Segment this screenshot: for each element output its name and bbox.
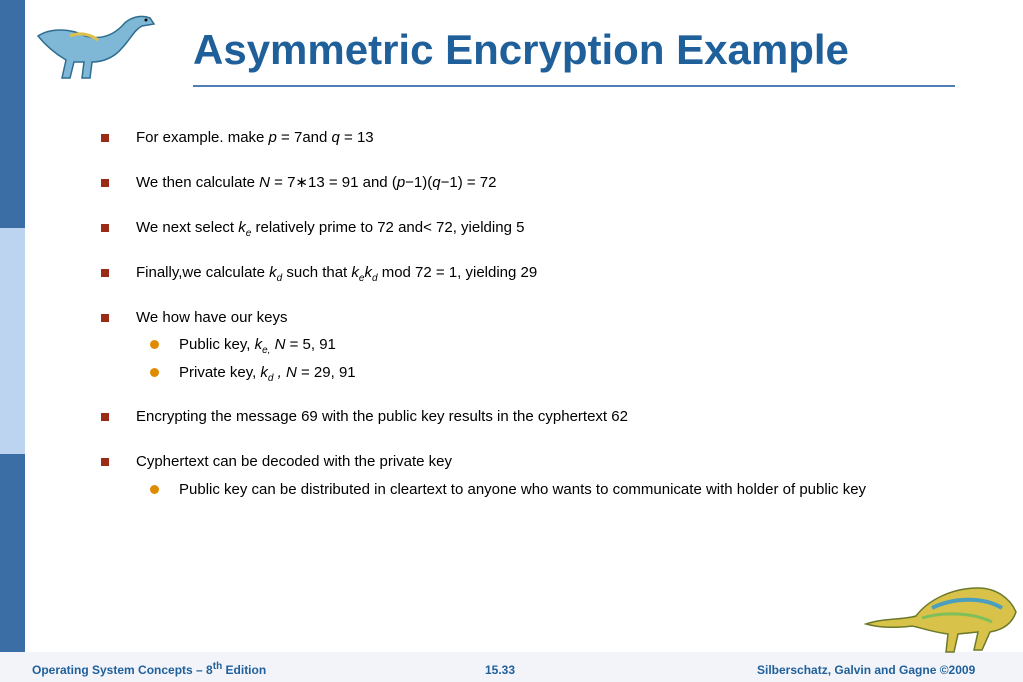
page-title: Asymmetric Encryption Example [193, 26, 849, 73]
bullet-item-4 [136, 263, 537, 283]
var-k: k [238, 219, 246, 236]
text-run: Operating System Concepts – 8 [32, 663, 213, 677]
text-run: Public key, [179, 336, 255, 353]
var-p: p [268, 129, 277, 146]
bullet-item-2 [136, 173, 496, 193]
title-divider [193, 85, 955, 87]
bullet-square [101, 224, 109, 232]
var-N: N [270, 336, 286, 353]
bullet-square [101, 314, 109, 322]
dinosaur-logo-top-icon [30, 6, 160, 84]
bullet-square [101, 458, 109, 466]
bullet-square [101, 413, 109, 421]
text-run: −1)( [405, 174, 433, 191]
bullet-dot [150, 485, 159, 494]
subscript: d [267, 373, 274, 384]
var-q: q [331, 129, 340, 146]
footer-page-number: 15.33 [485, 663, 516, 677]
dinosaur-logo-bottom-icon [862, 578, 1020, 658]
text-run: = 5, 91 [285, 336, 336, 353]
var-q: q [432, 174, 441, 191]
bullet-square [101, 134, 109, 142]
bullet-item-1 [136, 128, 374, 148]
bullet-item-7: Cyphertext can be decoded with the private key [136, 453, 453, 470]
subscript: d [276, 273, 283, 284]
bullet-dot [150, 340, 159, 349]
text-run: Finally,we calculate [136, 264, 270, 281]
footer-right: Silberschatz, Galvin and Gagne ©2009 [757, 663, 976, 677]
text-run: We then calculate [136, 174, 260, 191]
sub-bullet-private-key [179, 363, 356, 383]
var-k: k [254, 336, 263, 353]
text-run: Edition [222, 663, 267, 677]
text-run: = 29, 91 [296, 364, 356, 381]
subscript: d [371, 273, 378, 284]
var-N: , N [273, 364, 297, 381]
text-run: For example. make [136, 129, 269, 146]
bullet-square [101, 179, 109, 187]
text-run: mod 72 = 1, yielding 29 [377, 264, 538, 281]
bullet-dot [150, 368, 159, 377]
text-run: relatively prime to 72 and< 72, yielding 5 [251, 219, 525, 236]
bullet-square [101, 269, 109, 277]
superscript: th [212, 661, 223, 672]
var-k: k [351, 264, 359, 281]
subscript: e, [262, 345, 271, 356]
bullet-item-6: Encrypting the message 69 with the public key results in the cyphertext 62 [136, 408, 628, 425]
sidebar-highlight [0, 228, 25, 454]
var-N: N [259, 174, 270, 191]
subscript: e [245, 228, 252, 239]
var-k: k [269, 264, 277, 281]
var-p: p [396, 174, 406, 191]
text-run: = 7∗13 = 91 and ( [269, 174, 397, 191]
sub-bullet-distribution: Public key can be distributed in cleartext to anyone who wants to communicate with holder of public key [179, 481, 867, 498]
footer-left [32, 663, 266, 677]
bullet-item-5: We how have our keys [136, 309, 288, 326]
left-sidebar [0, 0, 25, 682]
subscript: e [358, 273, 365, 284]
text-run: −1) = 72 [440, 174, 497, 191]
text-run: We next select [136, 219, 239, 236]
var-k: k [260, 364, 268, 381]
var-k: k [364, 264, 372, 281]
text-run: Private key, [179, 364, 261, 381]
text-run: such that [282, 264, 352, 281]
text-run: = 13 [339, 129, 374, 146]
sub-bullet-public-key [179, 335, 336, 355]
bullet-item-3 [136, 218, 524, 238]
text-run: = 7and [276, 129, 332, 146]
